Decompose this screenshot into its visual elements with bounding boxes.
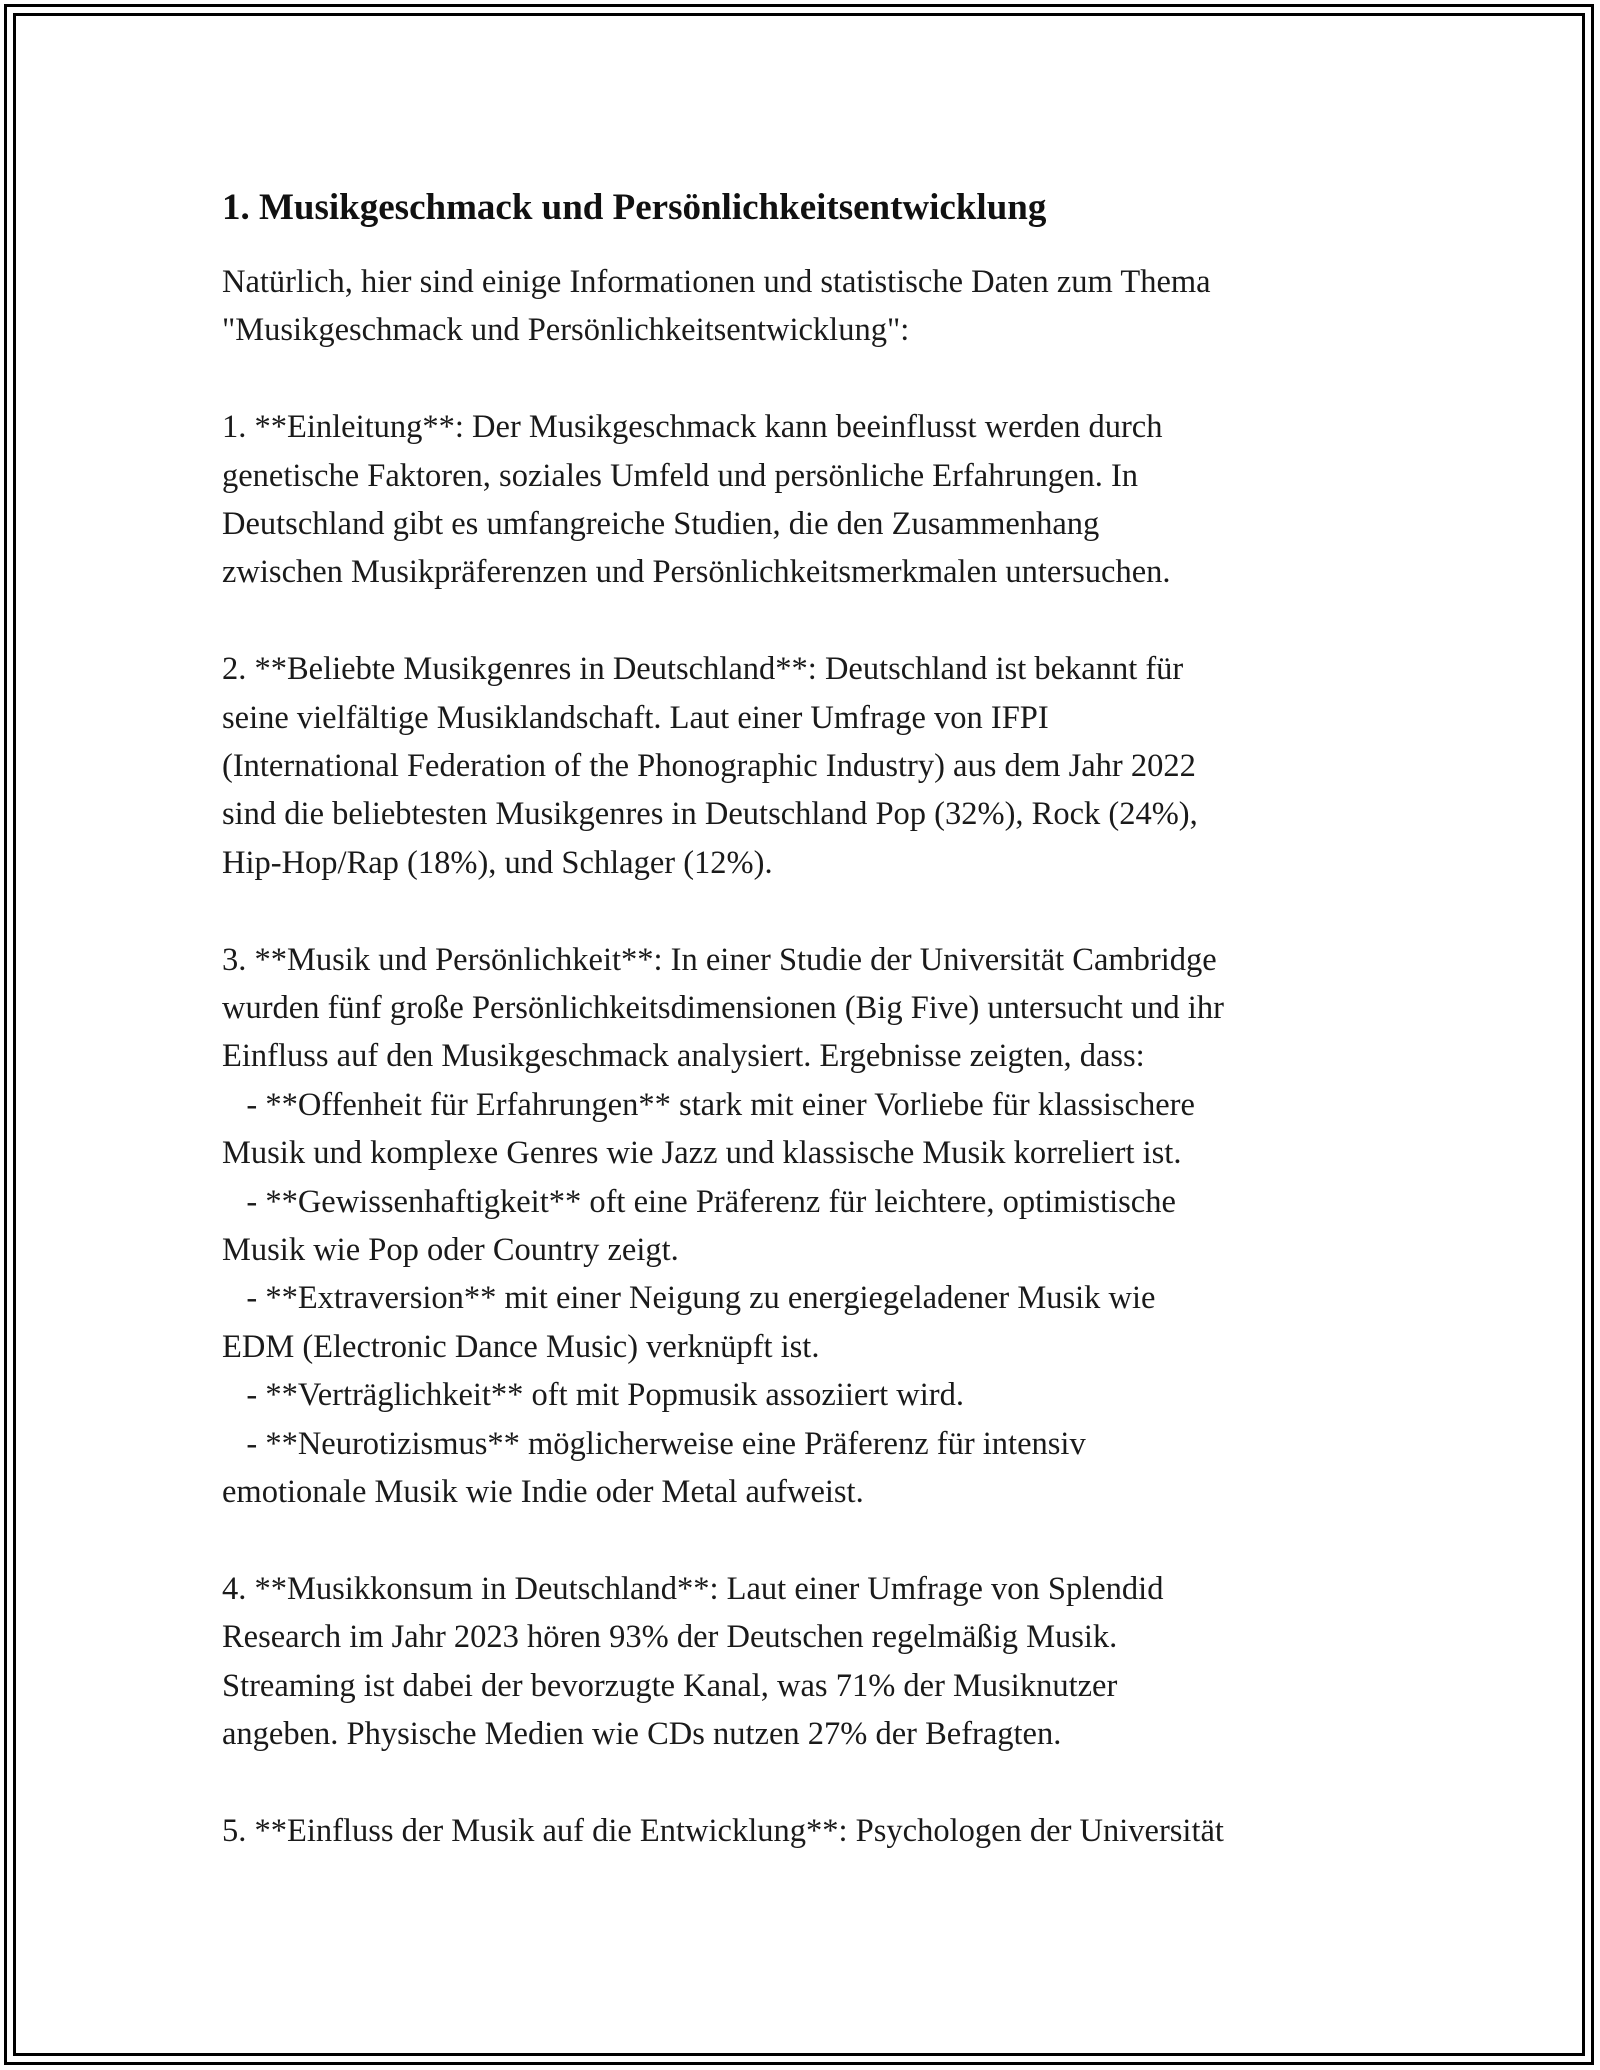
section-musikkonsum: [222, 1565, 1402, 1759]
text-line: 2. **Beliebte Musikgenres in Deutschland**: Deutschland ist bekannt für: [222, 651, 1184, 688]
text-line: angeben. Physische Medien wie CDs nutzen 27% der Befragten.: [222, 1716, 1062, 1753]
text-line: (International Federation of the Phonographic Industry) aus dem Jahr 2022: [222, 748, 1196, 785]
list-item-line: - **Neurotizismus** möglicherweise eine Präferenz für intensiv: [222, 1425, 1086, 1462]
list-item-line: - **Extraversion** mit einer Neigung zu energiegeladener Musik wie: [222, 1280, 1156, 1317]
document-title: 1. Musikgeschmack und Persönlichkeitsentwicklung: [222, 187, 1047, 228]
list-item-line: - **Gewissenhaftigkeit** oft eine Präferenz für leichtere, optimistische: [222, 1183, 1176, 1220]
section-musik-persoenlichkeit: [222, 936, 1402, 1517]
text-line: EDM (Electronic Dance Music) verknüpft ist.: [222, 1328, 820, 1365]
text-line: emotionale Musik wie Indie oder Metal aufweist.: [222, 1474, 864, 1511]
text-line: Hip-Hop/Rap (18%), und Schlager (12%).: [222, 844, 773, 881]
list-item-line: - **Offenheit für Erfahrungen** stark mit einer Vorliebe für klassischere: [222, 1086, 1195, 1123]
text-line: Research im Jahr 2023 hören 93% der Deutschen regelmäßig Musik.: [222, 1619, 1118, 1656]
text-line: Deutschland gibt es umfangreiche Studien, die den Zusammenhang: [222, 506, 1100, 543]
section-einleitung: [222, 403, 1402, 597]
text-line: "Musikgeschmack und Persönlichkeitsentwicklung":: [222, 312, 910, 349]
text-line: Natürlich, hier sind einige Informationen und statistische Daten zum Thema: [222, 264, 1211, 300]
text-line: Musik und komplexe Genres wie Jazz und klassische Musik korreliert ist.: [222, 1135, 1182, 1172]
text-line: seine vielfältige Musiklandschaft. Laut einer Umfrage von IFPI: [222, 699, 1049, 736]
text-line: Musik wie Pop oder Country zeigt.: [222, 1232, 679, 1269]
text-line: 1. **Einleitung**: Der Musikgeschmack kann beeinflusst werden durch: [222, 409, 1163, 446]
text-line: 3. **Musik und Persönlichkeit**: In einer Studie der Universität Cambridge: [222, 941, 1217, 978]
text-line: genetische Faktoren, soziales Umfeld und persönliche Erfahrungen. In: [222, 457, 1139, 494]
document-body: [222, 184, 1402, 1904]
text-line: Einfluss auf den Musikgeschmack analysiert. Ergebnisse zeigten, dass:: [222, 1038, 1145, 1075]
text-line: sind die beliebtesten Musikgenres in Deutschland Pop (32%), Rock (24%),: [222, 796, 1198, 833]
intro-paragraph: [222, 258, 1402, 355]
list-item-line: - **Verträglichkeit** oft mit Popmusik assoziiert wird.: [222, 1377, 964, 1414]
text-line: 5. **Einfluss der Musik auf die Entwicklung**: Psychologen der Universität: [222, 1812, 1224, 1849]
text-line: zwischen Musikpräferenzen und Persönlichkeitsmerkmalen untersuchen.: [222, 554, 1171, 591]
text-line: 4. **Musikkonsum in Deutschland**: Laut einer Umfrage von Splendid: [222, 1570, 1164, 1607]
section-einfluss-entwicklung: [222, 1807, 1402, 1855]
section-musikgenres: [222, 645, 1402, 887]
text-line: wurden fünf große Persönlichkeitsdimensionen (Big Five) untersucht und ihr: [222, 990, 1224, 1027]
text-line: Streaming ist dabei der bevorzugte Kanal, was 71% der Musiknutzer: [222, 1667, 1118, 1704]
